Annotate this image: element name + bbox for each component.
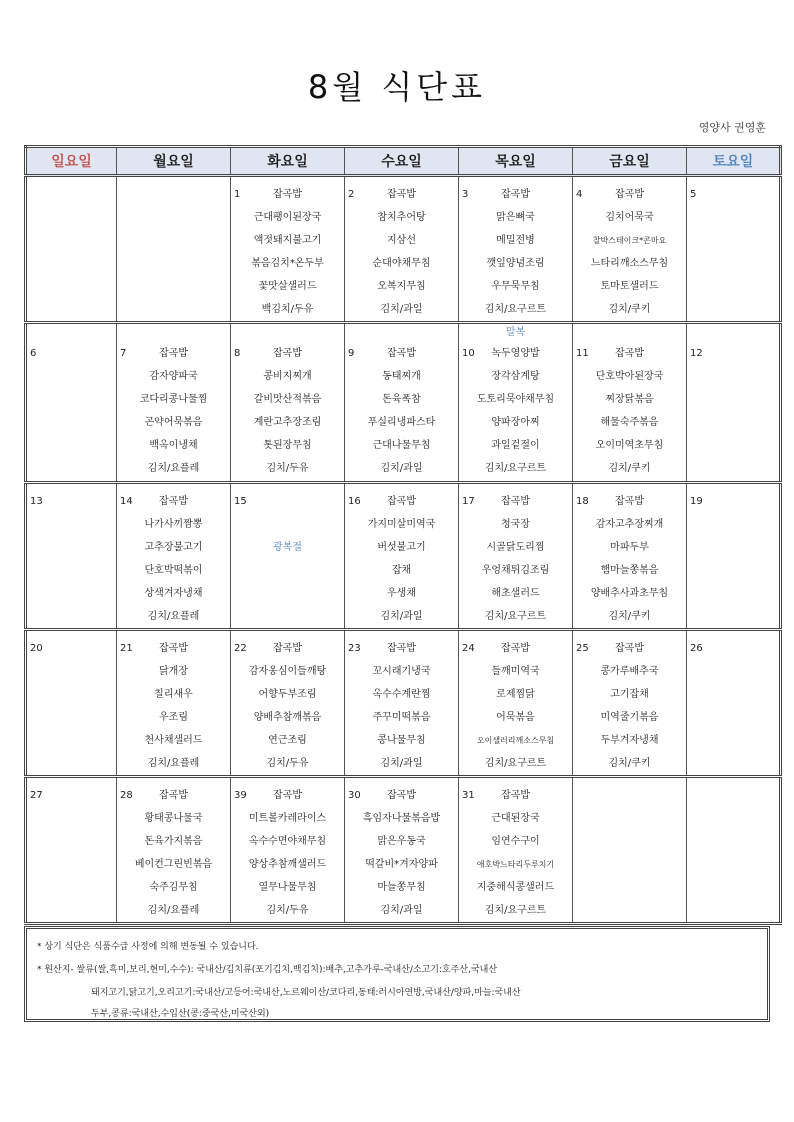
menu-item: 가지미살미역국 xyxy=(367,519,436,530)
menu-item: 김치/두유 xyxy=(266,905,309,916)
note-line: * 원산지- 쌀류(쌀,흑미,보리,현미,수수): 국내산/김치류(포기김치,백김치):배추,고추가루-국내산/소고기:호주산,국내산 xyxy=(37,965,498,975)
menu-item: 단호박아된장국 xyxy=(595,371,664,382)
author-label: 영양사 권영훈 xyxy=(698,121,766,134)
menu-item: 두부겨자냉채 xyxy=(600,735,659,746)
date-number: 10 xyxy=(462,348,475,359)
menu-item: 김치/요플레 xyxy=(147,463,200,474)
note-line: 두부,콩류:국내산,수입산(콩:중국산,미국산외) xyxy=(91,1009,270,1019)
day-cell xyxy=(459,323,573,483)
menu-rice: 잡곡밥 xyxy=(615,189,644,200)
day-cell xyxy=(687,483,781,630)
date-number: 14 xyxy=(120,496,133,507)
day-cell xyxy=(687,630,781,777)
menu-item: 김치/요플레 xyxy=(147,758,200,769)
menu-item: 과일겉절이 xyxy=(491,440,540,451)
date-number: 23 xyxy=(348,643,361,654)
day-header: 일요일 xyxy=(26,147,117,176)
menu-item: 감자고추장찌개 xyxy=(595,519,664,530)
day-cell xyxy=(573,323,687,483)
day-cell xyxy=(459,176,573,323)
menu-item: 톳된장무침 xyxy=(263,440,312,451)
date-number: 21 xyxy=(120,643,133,654)
menu-item: 김치/요구르트 xyxy=(484,304,547,315)
menu-item: 찰박스테이크*콘마요 xyxy=(592,236,667,245)
menu-item: 코다리콩나물찜 xyxy=(139,394,208,405)
day-cell xyxy=(345,630,459,777)
day-cell xyxy=(26,483,117,630)
menu-item: 상색겨자냉채 xyxy=(144,588,203,599)
menu-item: 들깨미역국 xyxy=(491,666,540,677)
day-cell xyxy=(573,777,687,924)
day-header: 화요일 xyxy=(231,147,345,176)
menu-item: 느타리깨소스무침 xyxy=(590,258,669,269)
menu-item: 우엉채튀김조림 xyxy=(481,565,550,576)
day-cell xyxy=(573,630,687,777)
date-number: 26 xyxy=(690,643,703,654)
menu-item: 햄마늘쫑볶음 xyxy=(600,565,659,576)
menu-item: 백김치/두유 xyxy=(261,304,314,315)
day-cell xyxy=(26,323,117,483)
date-number: 18 xyxy=(576,496,589,507)
date-number: 19 xyxy=(690,496,703,507)
menu-item: 메밀전병 xyxy=(496,235,535,246)
date-number: 22 xyxy=(234,643,247,654)
menu-item: 김치/과일 xyxy=(380,463,423,474)
menu-item: 단호박떡볶이 xyxy=(144,565,203,576)
menu-item: 오이샐러리깨소스무침 xyxy=(476,736,555,745)
date-number: 25 xyxy=(576,643,589,654)
menu-item: 김치/요플레 xyxy=(147,905,200,916)
day-cell xyxy=(117,777,231,924)
menu-item: 옥수수면야채무침 xyxy=(248,836,327,847)
day-header: 목요일 xyxy=(459,147,573,176)
menu-item: 김치/쿠키 xyxy=(608,463,651,474)
notes-box xyxy=(24,926,770,1022)
day-header: 수요일 xyxy=(345,147,459,176)
menu-rice: 잡곡밥 xyxy=(159,496,188,507)
menu-item: 김치/과일 xyxy=(380,905,423,916)
day-cell xyxy=(117,323,231,483)
day-cell xyxy=(231,483,345,630)
week-row xyxy=(26,176,781,323)
menu-item: 김치/요구르트 xyxy=(484,758,547,769)
day-cell xyxy=(345,176,459,323)
menu-item: 김치/쿠키 xyxy=(608,304,651,315)
date-number: 15 xyxy=(234,496,247,507)
menu-rice: 잡곡밥 xyxy=(387,643,416,654)
menu-rice: 잡곡밥 xyxy=(615,496,644,507)
day-cell xyxy=(345,777,459,924)
menu-item: 맑은뼈국 xyxy=(496,212,535,223)
menu-item: 양파장아찌 xyxy=(491,417,540,428)
menu-item: 오이미역초무침 xyxy=(595,440,664,451)
menu-item: 양배추사과초무침 xyxy=(590,588,669,599)
date-number: 28 xyxy=(120,790,133,801)
menu-item: 꼬시래기냉국 xyxy=(372,666,431,677)
date-number: 11 xyxy=(576,348,589,359)
menu-item: 지삼선 xyxy=(387,235,416,246)
menu-item: 김치/요구르트 xyxy=(484,611,547,622)
menu-item: 우생채 xyxy=(387,588,416,599)
menu-item: 콩비지찌개 xyxy=(263,371,312,382)
menu-item: 볶음김치*온두부 xyxy=(251,258,324,269)
day-cell xyxy=(26,777,117,924)
menu-rice: 잡곡밥 xyxy=(273,189,302,200)
day-note: 말복 xyxy=(505,327,526,338)
menu-rice: 잡곡밥 xyxy=(273,348,302,359)
menu-rice: 잡곡밥 xyxy=(615,348,644,359)
menu-item: 숙주김무침 xyxy=(149,882,198,893)
date-number: 7 xyxy=(120,348,127,359)
menu-item: 흑임자나물볶음밥 xyxy=(362,813,441,824)
day-cell xyxy=(231,630,345,777)
menu-item: 우조림 xyxy=(159,712,188,723)
menu-item: 미역줄기볶음 xyxy=(600,712,659,723)
menu-item: 우무묵무침 xyxy=(491,281,540,292)
menu-item: 깻잎양념조림 xyxy=(486,258,545,269)
menu-rice: 잡곡밥 xyxy=(273,643,302,654)
menu-item: 나가사끼짬뽕 xyxy=(144,519,203,530)
day-cell xyxy=(687,777,781,924)
menu-item: 해물숙주볶음 xyxy=(600,417,659,428)
menu-item: 감자양파국 xyxy=(149,371,198,382)
menu-item: 콩가루배추국 xyxy=(600,666,659,677)
menu-item: 닭개장 xyxy=(159,666,188,677)
date-number: 5 xyxy=(690,189,697,200)
menu-item: 열무나물무침 xyxy=(258,882,317,893)
menu-item: 동태찌개 xyxy=(382,371,421,382)
menu-item: 연근조림 xyxy=(268,735,307,746)
week-row xyxy=(26,777,781,924)
day-cell xyxy=(459,483,573,630)
menu-item: 순대야채무침 xyxy=(372,258,431,269)
menu-rice: 잡곡밥 xyxy=(501,790,530,801)
menu-rice: 잡곡밥 xyxy=(615,643,644,654)
day-cell xyxy=(26,176,117,323)
menu-item: 마파두부 xyxy=(610,542,649,553)
menu-rice: 잡곡밥 xyxy=(387,348,416,359)
menu-item: 푸실리냉파스타 xyxy=(367,417,436,428)
day-cell xyxy=(687,176,781,323)
menu-item: 갈비맛산적볶음 xyxy=(253,394,322,405)
day-cell xyxy=(459,777,573,924)
menu-item: 김치/요구르트 xyxy=(484,463,547,474)
menu-item: 마늘쫑무침 xyxy=(377,882,426,893)
menu-item: 오복지무침 xyxy=(377,281,426,292)
menu-item: 지중해식콩샐러드 xyxy=(476,882,555,893)
menu-item: 양배추참깨볶음 xyxy=(253,712,322,723)
menu-item: 미트볼카레라이스 xyxy=(248,813,327,824)
week-row xyxy=(26,630,781,777)
date-number: 30 xyxy=(348,790,361,801)
menu-rice: 녹두영양밥 xyxy=(491,348,540,359)
menu-rice: 잡곡밥 xyxy=(273,790,302,801)
day-cell xyxy=(345,483,459,630)
menu-item: 어향두부조림 xyxy=(258,689,317,700)
menu-item: 돈육폭참 xyxy=(382,394,421,405)
menu-item: 곤약어묵볶음 xyxy=(144,417,203,428)
date-number: 17 xyxy=(462,496,475,507)
date-number: 27 xyxy=(30,790,43,801)
date-number: 2 xyxy=(348,189,355,200)
menu-item: 애호박느타리두루치기 xyxy=(476,860,555,869)
menu-item: 임연수구이 xyxy=(491,836,540,847)
menu-item: 찌장닭볶음 xyxy=(605,394,654,405)
menu-item: 토마토샐러드 xyxy=(600,281,659,292)
menu-item: 로제찜닭 xyxy=(496,689,535,700)
week-row xyxy=(26,323,781,483)
menu-item: 고추장불고기 xyxy=(144,542,203,553)
date-number: 13 xyxy=(30,496,43,507)
menu-item: 고기잡채 xyxy=(610,689,649,700)
menu-item: 근대된장국 xyxy=(491,813,540,824)
day-cell xyxy=(231,777,345,924)
day-cell xyxy=(117,630,231,777)
holiday-label: 광복절 xyxy=(273,542,302,553)
menu-item: 김치/과일 xyxy=(380,611,423,622)
day-cell xyxy=(459,630,573,777)
date-number: 1 xyxy=(234,189,241,200)
menu-item: 백옥이냉채 xyxy=(149,440,198,451)
day-header: 금요일 xyxy=(573,147,687,176)
date-number: 6 xyxy=(30,348,37,359)
menu-item: 칠리새우 xyxy=(154,689,193,700)
day-cell xyxy=(231,323,345,483)
date-number: 24 xyxy=(462,643,475,654)
date-number: 31 xyxy=(462,790,475,801)
day-cell xyxy=(573,483,687,630)
day-header: 토요일 xyxy=(687,147,781,176)
day-cell xyxy=(117,483,231,630)
menu-item: 참치추어탕 xyxy=(377,212,426,223)
menu-item: 버섯불고기 xyxy=(377,542,426,553)
menu-item: 꽃맛살샐러드 xyxy=(258,281,317,292)
menu-item: 해초샐러드 xyxy=(491,588,540,599)
menu-item: 청국장 xyxy=(501,519,530,530)
menu-item: 떡갈비*겨자양파 xyxy=(365,859,438,870)
menu-item: 잡채 xyxy=(391,565,412,576)
date-number: 9 xyxy=(348,348,355,359)
menu-item: 김치/과일 xyxy=(380,758,423,769)
menu-rice: 잡곡밥 xyxy=(387,790,416,801)
menu-item: 어묵볶음 xyxy=(496,712,535,723)
menu-item: 김치/쿠키 xyxy=(608,611,651,622)
date-number: 20 xyxy=(30,643,43,654)
menu-item: 맑은우동국 xyxy=(377,836,426,847)
day-cell xyxy=(117,176,231,323)
menu-item: 돈육가지볶음 xyxy=(144,836,203,847)
menu-table xyxy=(24,145,782,925)
date-number: 16 xyxy=(348,496,361,507)
menu-rice: 잡곡밥 xyxy=(387,189,416,200)
menu-item: 감자옹심이들깨탕 xyxy=(248,666,327,677)
menu-rice: 잡곡밥 xyxy=(159,790,188,801)
day-cell xyxy=(231,176,345,323)
date-number: 3 xyxy=(462,189,469,200)
menu-item: 김치어묵국 xyxy=(605,212,654,223)
date-number: 8 xyxy=(234,348,241,359)
menu-item: 김치/요구르트 xyxy=(484,905,547,916)
day-cell xyxy=(687,323,781,483)
menu-item: 액젓돼지불고기 xyxy=(253,235,322,246)
date-number: 12 xyxy=(690,348,703,359)
menu-rice: 잡곡밥 xyxy=(159,643,188,654)
day-cell xyxy=(345,323,459,483)
menu-item: 장각삼계탕 xyxy=(491,371,540,382)
note-line: 돼지고기,닭고기,오리고기:국내산/고등어:국내산,노르웨이산/코다리,동태:러시아연방,국내산/양파,마늘:국내산 xyxy=(91,988,521,998)
menu-item: 김치/요플레 xyxy=(147,611,200,622)
menu-item: 근대나물무침 xyxy=(372,440,431,451)
menu-item: 김치/과일 xyxy=(380,304,423,315)
menu-item: 천사채샐러드 xyxy=(144,735,203,746)
menu-item: 근대팽이된장국 xyxy=(253,212,322,223)
menu-rice: 잡곡밥 xyxy=(501,496,530,507)
menu-item: 양상추참깨샐러드 xyxy=(248,859,327,870)
menu-item: 시골닭도리찜 xyxy=(486,542,545,553)
day-header: 월요일 xyxy=(117,147,231,176)
date-number: 39 xyxy=(234,790,247,801)
menu-item: 김치/두유 xyxy=(266,758,309,769)
menu-item: 황태콩나물국 xyxy=(144,813,203,824)
day-cell xyxy=(573,176,687,323)
menu-item: 베이컨그린빈볶음 xyxy=(134,859,213,870)
day-cell xyxy=(26,630,117,777)
menu-rice: 잡곡밥 xyxy=(501,189,530,200)
menu-item: 콩나물무침 xyxy=(377,735,426,746)
menu-item: 주꾸미떡볶음 xyxy=(372,712,431,723)
menu-item: 김치/쿠키 xyxy=(608,758,651,769)
menu-rice: 잡곡밥 xyxy=(387,496,416,507)
menu-rice: 잡곡밥 xyxy=(501,643,530,654)
menu-item: 옥수수계란찜 xyxy=(372,689,431,700)
menu-rice: 잡곡밥 xyxy=(159,348,188,359)
menu-item: 도토리묵야채무침 xyxy=(476,394,555,405)
date-number: 4 xyxy=(576,189,583,200)
day-header-row xyxy=(26,147,781,176)
menu-item: 김치/두유 xyxy=(266,463,309,474)
note-line: * 상기 식단은 식품수급 사정에 의해 변동될 수 있습니다. xyxy=(37,942,259,952)
week-row xyxy=(26,483,781,630)
page-title: 8월 식단표 xyxy=(307,68,487,106)
menu-item: 계란고추장조림 xyxy=(253,417,322,428)
